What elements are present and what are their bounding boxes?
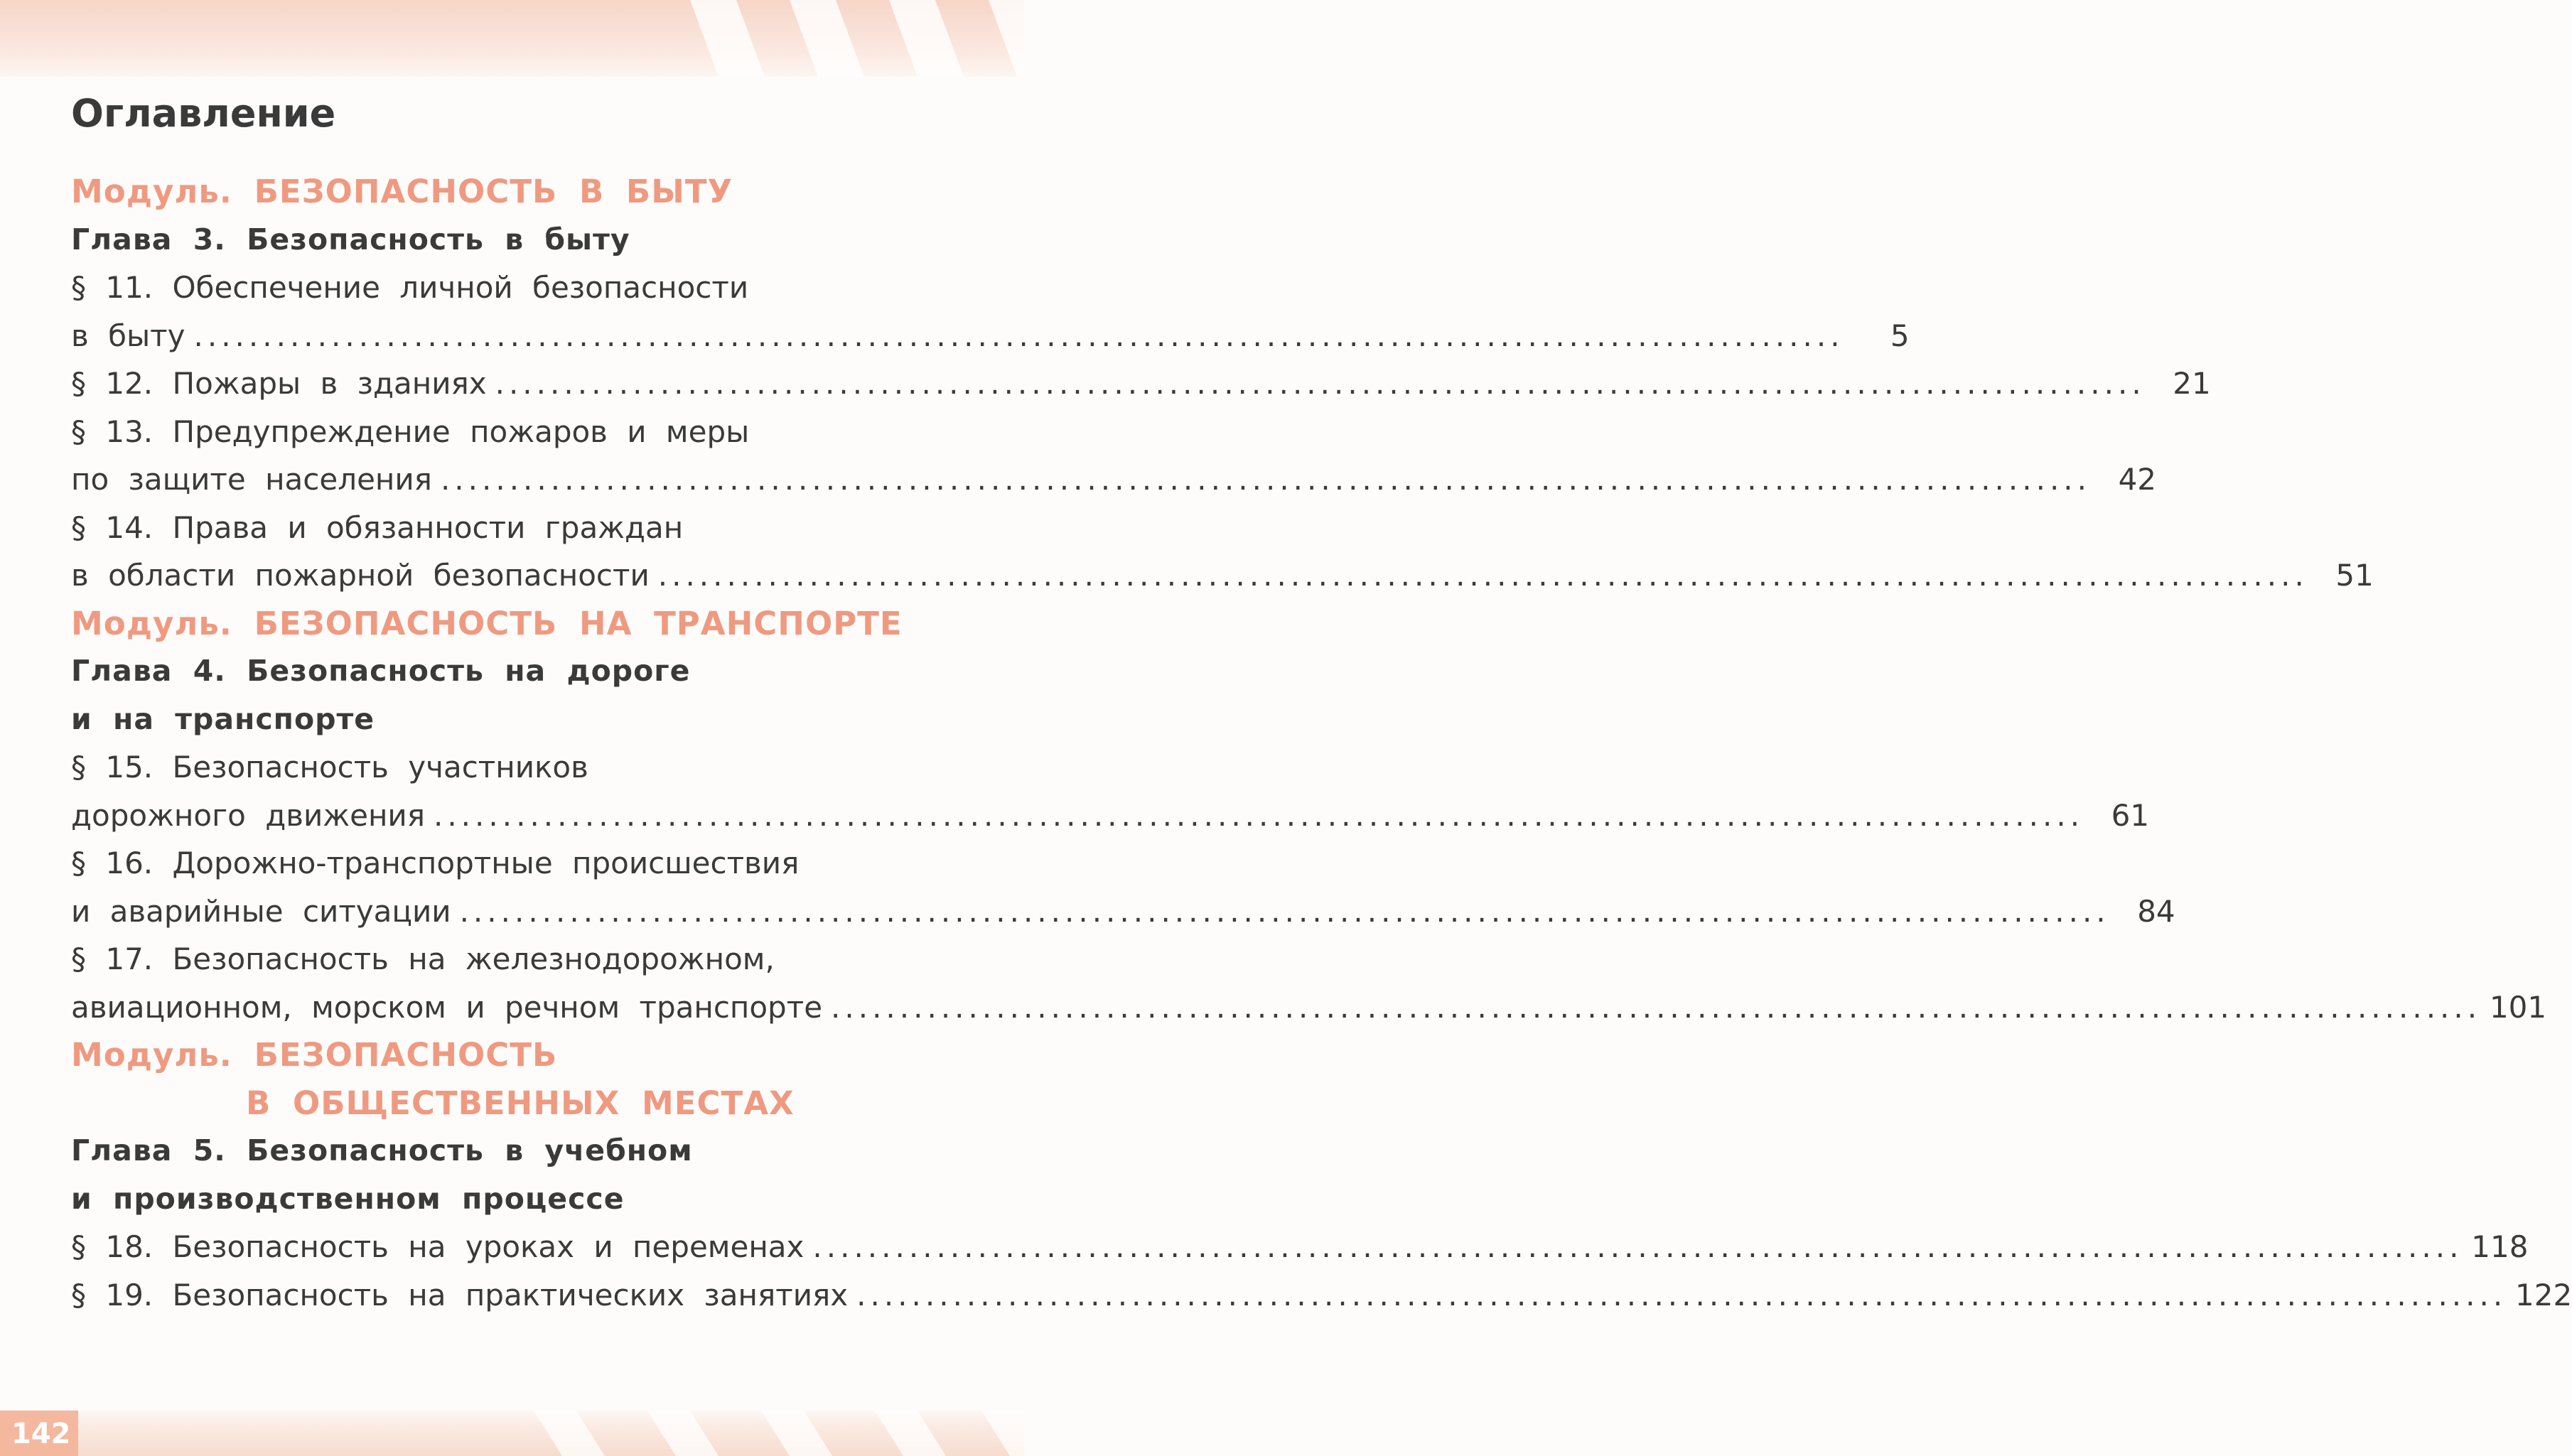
page-ref: 61 xyxy=(2111,797,2150,833)
table-of-contents xyxy=(71,85,2572,1319)
dot-leader: ........................................................................................................................ xyxy=(831,989,2482,1025)
chapter-heading: Глава 3. Безопасность в быту xyxy=(71,222,630,257)
toc-entry[interactable] xyxy=(71,551,2374,600)
module-block xyxy=(71,1031,2572,1319)
dot-leader: ........................................................................................................................ xyxy=(856,1277,2507,1312)
section-title: и аварийные ситуации xyxy=(71,893,451,929)
module-heading xyxy=(71,168,995,216)
page-ref: 42 xyxy=(2118,462,2157,497)
toc-entry[interactable] xyxy=(71,1223,2529,1271)
dot-leader: ........................................................................................................................ xyxy=(193,318,1844,353)
module-title: БЕЗОПАСНОСТЬ НА ТРАНСПОРТЕ xyxy=(254,604,903,642)
top-stripes-decoration xyxy=(583,0,1024,77)
section-title: § 11. Обеспечение личной безопасности xyxy=(71,270,749,305)
dot-leader: ........................................................................................................................ xyxy=(657,558,2308,593)
chapter-heading: Глава 5. Безопасность в учебном xyxy=(71,1133,693,1168)
dot-leader: ........................................................................................................................ xyxy=(433,797,2084,833)
toc-entry[interactable] xyxy=(71,360,2211,408)
module-heading xyxy=(71,1031,995,1079)
page-ref: 122 xyxy=(2515,1277,2572,1312)
toc-entry[interactable] xyxy=(71,983,2547,1032)
page-title: Оглавление xyxy=(71,91,336,136)
section-title: § 19. Безопасность на практических занятиях xyxy=(71,1277,849,1312)
page-ref: 21 xyxy=(2173,366,2211,401)
section-title: § 18. Безопасность на уроках и переменах xyxy=(71,1229,805,1264)
chapter-heading: и производственном процессе xyxy=(71,1181,625,1216)
page-ref: 118 xyxy=(2471,1229,2529,1264)
section-title: в области пожарной безопасности xyxy=(71,558,650,593)
module-label: Модуль. xyxy=(71,604,232,642)
chapter-heading: Глава 4. Безопасность на дороге xyxy=(71,654,691,688)
module-title: БЕЗОПАСНОСТЬ В БЫТУ xyxy=(254,173,733,210)
toc-entry[interactable] xyxy=(71,888,2175,936)
module-label: Модуль. xyxy=(71,173,232,210)
page-ref: 51 xyxy=(2335,558,2374,593)
section-title: § 16. Дорожно-транспортные происшествия xyxy=(71,846,800,880)
dot-leader: ........................................................................................................................ xyxy=(440,462,2092,497)
dot-leader: ........................................................................................................................ xyxy=(812,1229,2463,1264)
section-title: § 15. Безопасность участников xyxy=(71,750,588,784)
section-title: § 12. Пожары в зданиях xyxy=(71,366,487,401)
dot-leader: ........................................................................................................................ xyxy=(495,366,2146,401)
section-title: в быту xyxy=(71,318,185,353)
page-ref: 101 xyxy=(2489,989,2547,1025)
toc-entry[interactable] xyxy=(71,792,2150,840)
section-title: § 13. Предупреждение пожаров и меры xyxy=(71,414,750,449)
page-ref: 84 xyxy=(2137,893,2175,929)
toc-entry[interactable] xyxy=(71,1271,2572,1320)
module-title: В ОБЩЕСТВЕННЫХ МЕСТАХ xyxy=(246,1084,795,1122)
module-title: БЕЗОПАСНОСТЬ xyxy=(254,1036,558,1074)
section-title: авиационном, морском и речном транспорте xyxy=(71,989,823,1025)
section-title: дорожного движения xyxy=(71,797,425,833)
toc-entry[interactable] xyxy=(71,455,2157,504)
chapter-heading: и на транспорте xyxy=(71,701,375,736)
bottom-stripes-decoration xyxy=(470,1371,1024,1456)
module-label: Модуль. xyxy=(71,1036,232,1074)
page-ref: 5 xyxy=(1890,318,1910,353)
section-title: § 14. Права и обязанности граждан xyxy=(71,509,684,545)
toc-entry[interactable] xyxy=(71,312,1910,360)
dot-leader: ........................................................................................................................ xyxy=(459,893,2110,929)
module-block xyxy=(71,168,2374,600)
module-block xyxy=(71,600,2547,1032)
section-title: по защите населения xyxy=(71,462,432,497)
module-heading xyxy=(71,600,995,648)
section-title: § 17. Безопасность на железнодорожном, xyxy=(71,942,775,976)
page-number: 142 xyxy=(11,1418,71,1450)
